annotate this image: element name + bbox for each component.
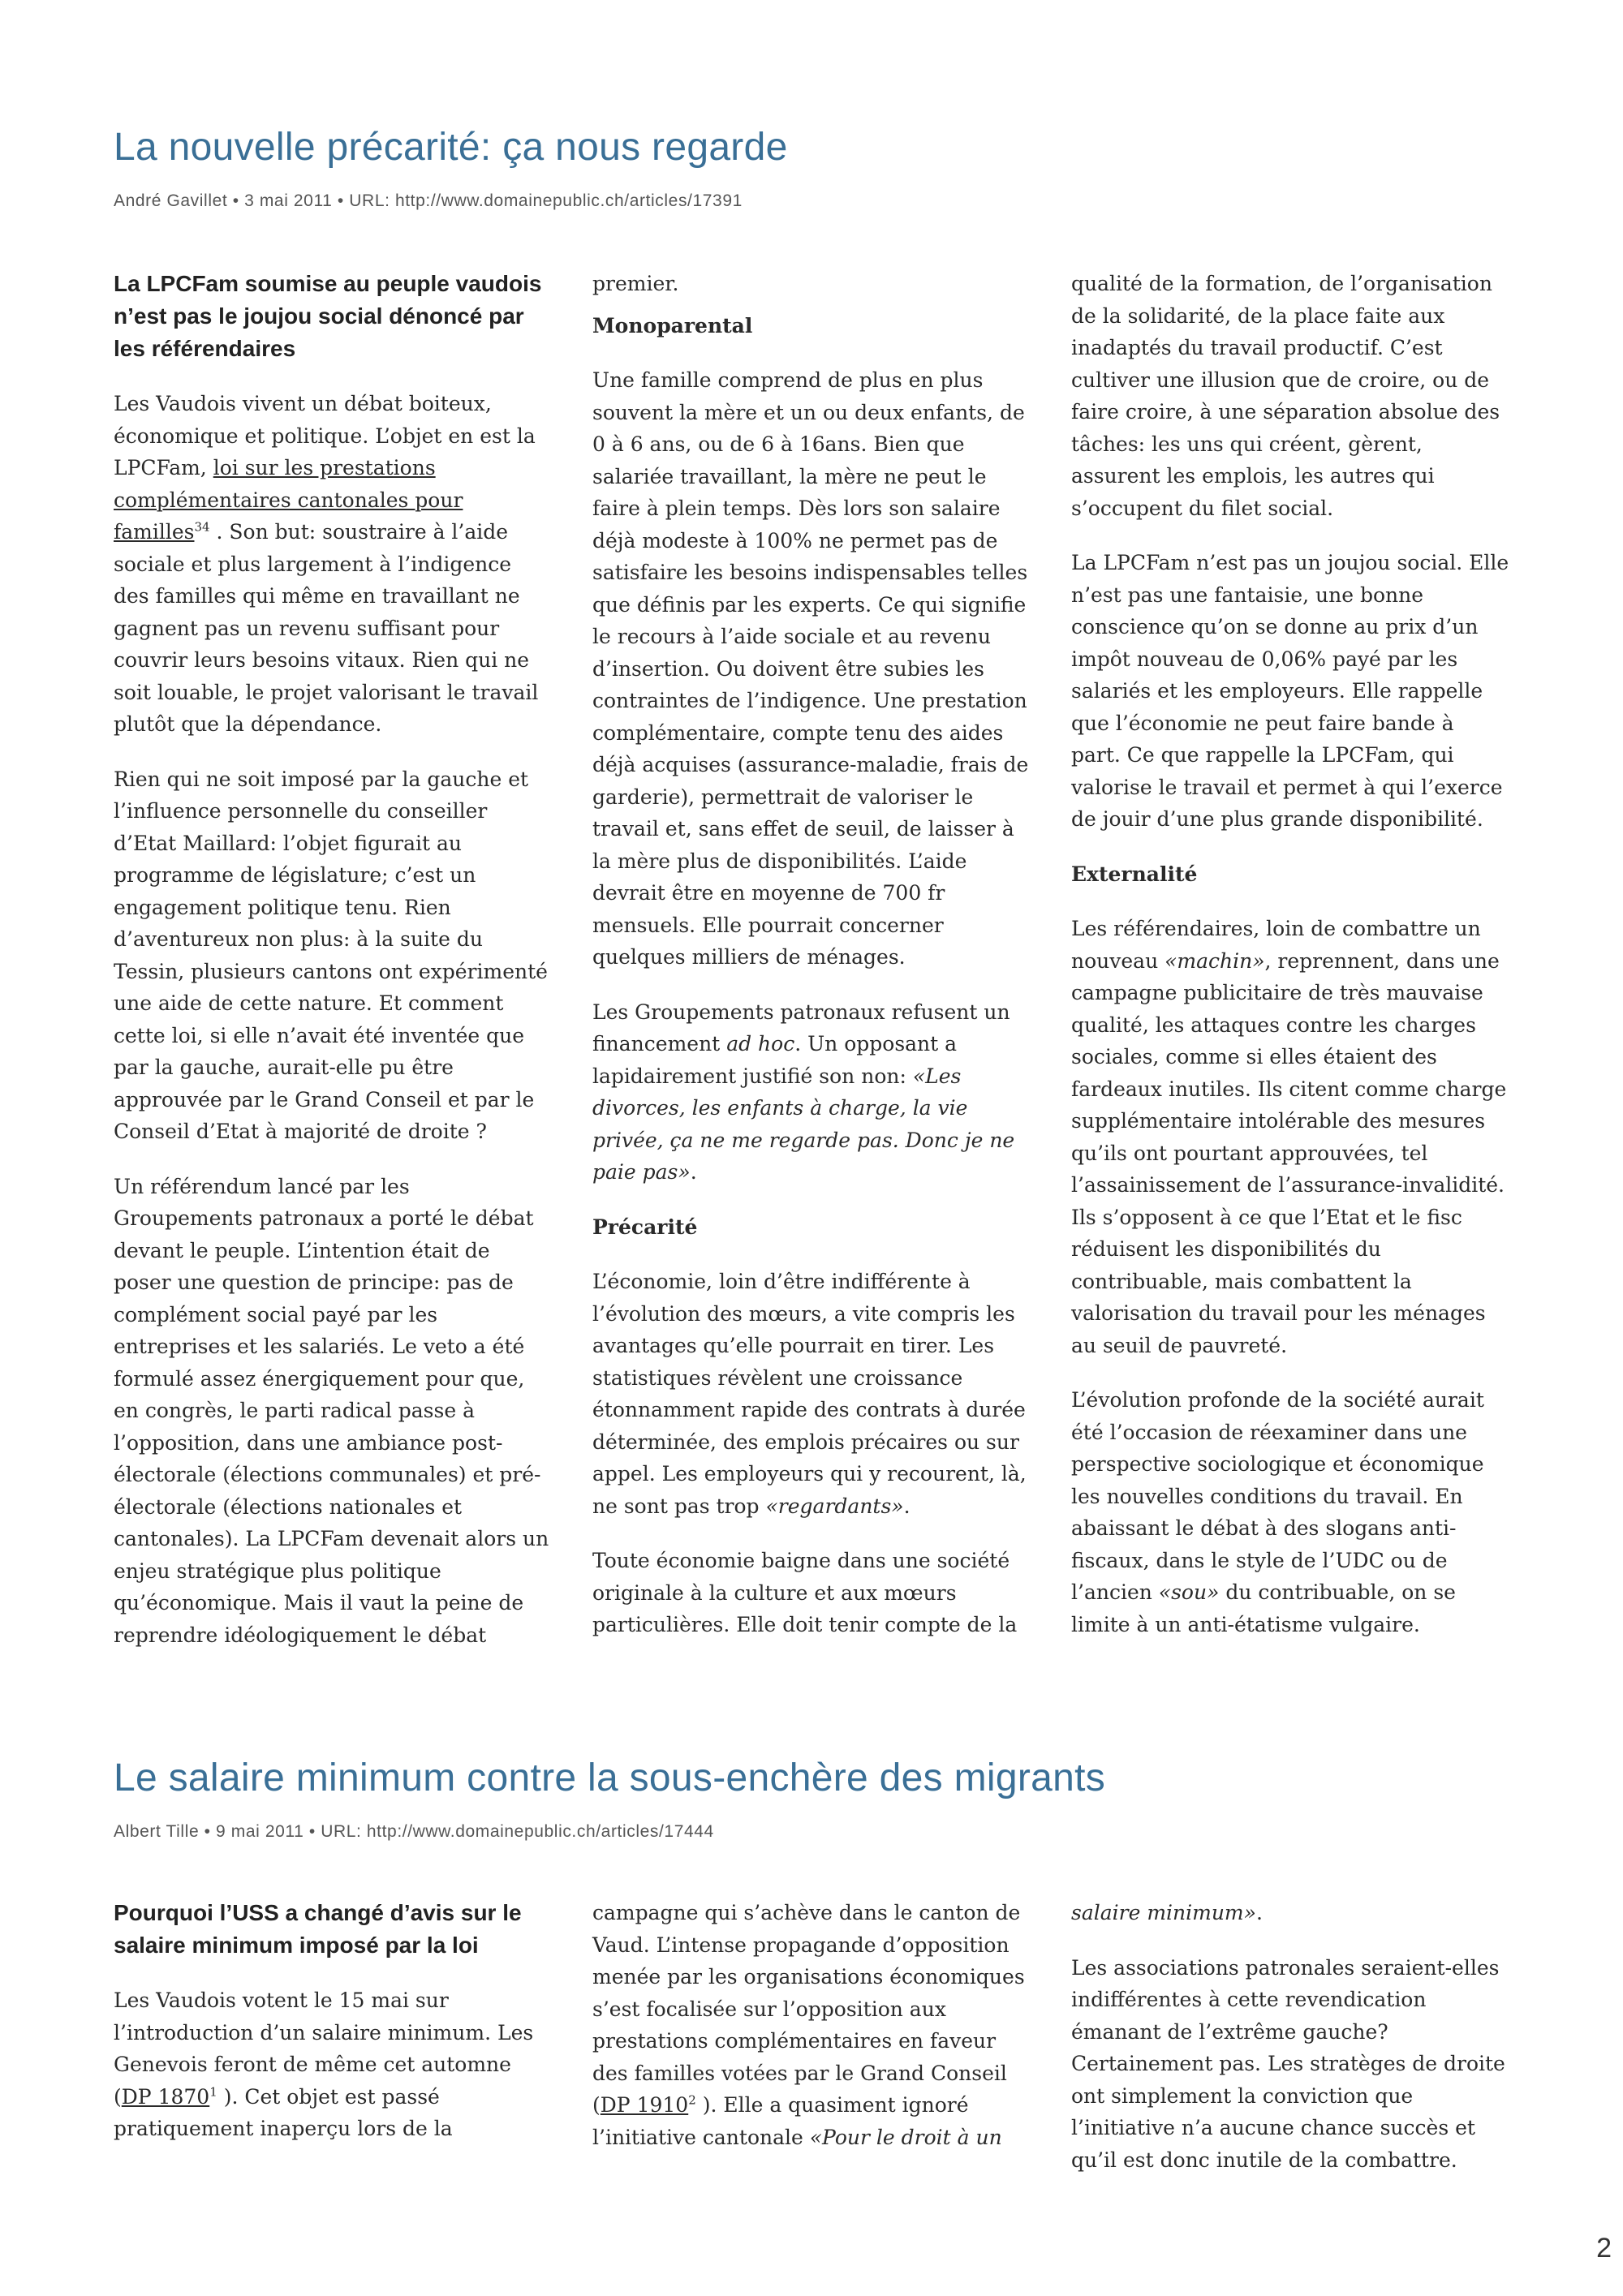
article-lead: La LPCFam soumise au peuple vaudois n’est pas le joujou social dénoncé par les référendaires (114, 271, 542, 361)
article-2 (114, 1752, 1509, 2172)
paragraph: La LPCFam n’est pas un joujou social. Elle n’est pas une fantaisie, une bonne conscience qu’on se donne au prix d’un impôt nouveau de 0,06% payé par les salariés et les employeurs. Elle rappelle que l’économie ne peut faire bande à part. Ce que rappelle la LPCFam, qui valorise le travail et permet à qui l’exerce de jouir d’une plus grande disponibilité. (1071, 551, 1509, 831)
article-title: La nouvelle précarité: ça nous regarde (114, 126, 788, 169)
paragraph: Les Vaudois votent le 15 mai sur l’introduction d’un salaire minimum. Les Genevois feront de même cet automne (DP 1870$^1$ ). Cet objet est passé pratiquement inaperçu lors de la (114, 1989, 534, 2140)
subheading: Monoparental (592, 313, 753, 338)
article-byline: André Gavillet • 3 mai 2011 • URL: http://www.domainepublic.ch/articles/17391 (114, 191, 743, 210)
footnote-ref[interactable]: 34 (194, 519, 210, 535)
article-lead: Pourquoi l’USS a changé d’avis sur le salaire minimum imposé par la loi (114, 1900, 522, 1958)
paragraph: Les associations patronales seraient-elles indifférentes à cette revendication émanant de l’extrême gauche? Certainement pas. Les stratèges de droite ont simplement la conviction que l’initiative n’a aucune chance succès et qu’il est donc inutile de la combattre. (1071, 1955, 1505, 2172)
paragraph: Les référendaires, loin de combattre un nouveau «machin», reprennent, dans une campagne publicitaire de très mauvaise qualité, les attaques contre les charges sociales, comme si elles étaient des fardeaux inutiles. Ils citent comme charge supplémentaire intolérable des mesures qu’ils ont pourtant approuvées, tel l’assainissement de l’assurance-invalidité. Ils s’opposent à ce que l’Etat et le fisc réduisent les disponibilités du contribuable, mais combattent la valorisation du travail pour les ménages au seuil de pauvreté. (1071, 917, 1507, 1357)
paragraph: premier. (592, 272, 679, 295)
paragraph: Les Groupements patronaux refusent un financement ad hoc. Un opposant a lapidairement justifié son non: «Les divorces, les enfants à charge, la vie privée, ça ne me regarde pas. Donc je ne paie pas». (592, 1000, 1015, 1184)
footnote-ref[interactable]: 2 (688, 2092, 696, 2108)
paragraph: salaire minimum». (1071, 1901, 1263, 1924)
dp-link[interactable]: DP 1910 (600, 2093, 689, 2117)
law-link[interactable]: loi sur les prestations complémentaires cantonales pour familles (114, 456, 463, 544)
paragraph: L’économie, loin d’être indifférente à l’évolution des mœurs, a vite compris les avantages qu’elle pourrait en tirer. Les statistiques révèlent une croissance étonnamment rapide des contrats à durée déterminée, des emplois précaires ou sur appel. Les employeurs qui y recourent, là, ne sont pas trop «regardants». (592, 1270, 1027, 1518)
column-3 (1071, 1897, 1509, 2199)
footnote-ref[interactable]: 1 (209, 2084, 217, 2100)
paragraph: L’évolution profonde de la société aurait été l’occasion de réexaminer dans une perspective sociologique et économique les nouvelles conditions du travail. En abaissant le débat à des slogans anti-fiscaux, dans le style de l’UDC ou de l’ancien «sou» du contribuable, on se limite à un anti-étatisme vulgaire. (1071, 1388, 1484, 1636)
paragraph: qualité de la formation, de l’organisation de la solidarité, de la place faite aux inadaptés du travail productif. C’est cultiver une illusion que de croire, ou de faire croire, à une séparation absolue des tâches: les uns qui créent, gèrent, assurent les emplois, les autres qui s’occupent du filet social. (1071, 272, 1500, 520)
subheading: Externalité (1071, 862, 1198, 886)
article-title: Le salaire minimum contre la sous-enchère des migrants (114, 1756, 1106, 1799)
column-1 (114, 268, 552, 1674)
paragraph: Une famille comprend de plus en plus souvent la mère et un ou deux enfants, de 0 à 6 ans, ou de 6 à 16ans. Bien que salariée travaillant, la mère ne peut le faire à plein temps. Dès lors son salaire déjà modeste à 100% ne permet pas de satisfaire les besoins indispensables telles que définis par les experts. Ce qui signifie le recours à l’aide sociale et au revenu d’insertion. Ou doivent être subies les contraintes de l’indigence. Une prestation complémentaire, compte tenu des aides déjà acquises (assurance-maladie, frais de garderie), permettrait de valoriser le travail et, sans effet de seuil, de laisser à la mère plus de disponibilités. L’aide devrait être en moyenne de 700 fr mensuels. Elle pourrait concerner quelques milliers de ménages. (592, 368, 1029, 969)
page-number: 2 (1596, 2233, 1612, 2264)
paragraph: campagne qui s’achève dans le canton de Vaud. L’intense propagande d’opposition menée par les organisations économiques s’est focalisée sur l’opposition aux prestations complémentaires en faveur des familles votées par le Grand Conseil (DP 1910$^2$ ). Elle a quasiment ignoré l’initiative cantonale «Pour le droit à un (592, 1901, 1025, 2149)
column-2 (592, 268, 1031, 1664)
subheading: Précarité (592, 1215, 698, 1239)
paragraph: Un référendum lancé par les Groupements patronaux a porté le débat devant le peuple. L’intention était de poser une question de principe: pas de complément social payé par les entreprises et les salariés. Le veto a été formulé assez énergiquement pour que, en congrès, le parti radical passe à l’opposition, dans une ambiance post-électorale (élections communales) et pré-électorale (élections nationales et cantonales). La LPCFam devenait alors un enjeu stratégique plus politique qu’économique. Mais il vaut la peine de reprendre idéologiquement le débat (114, 1174, 549, 1647)
paragraph: Toute économie baigne dans une société originale à la culture et aux mœurs particulières. Elle doit tenir compte de la (592, 1549, 1018, 1636)
column-1 (114, 1897, 552, 2168)
column-2 (592, 1897, 1031, 2176)
dp-link[interactable]: DP 1870 (121, 2084, 210, 2109)
paragraph: Les Vaudois vivent un débat boiteux, économique et politique. L’objet en est la LPCFam, loi sur les prestations complémentaires cantonales pour familles$^{34}$ . Son but: soustraire à l’aide sociale et plus largement à l’indigence des familles qui même en travaillant ne gagnent pas un revenu suffisant pour couvrir leurs besoins vitaux. Rien qui ne soit louable, le projet valorisant le travail plutôt que la dépendance. (114, 392, 539, 736)
article-1 (114, 122, 1509, 1647)
column-3 (1071, 268, 1509, 1663)
article-byline: Albert Tille • 9 mai 2011 • URL: http://www.domainepublic.ch/articles/17444 (114, 1822, 714, 1841)
paragraph: Rien qui ne soit imposé par la gauche et l’influence personnelle du conseiller d’Etat Maillard: l’objet figurait au programme de législature; c’est un engagement politique tenu. Rien d’aventureux non plus: à la suite du Tessin, plusieurs cantons ont expérimenté une aide de cette nature. Et comment cette loi, si elle n’avait été inventée que par la gauche, aurait-elle pu être approuvée par le Grand Conseil et par le Conseil d’Etat à majorité de droite ? (114, 767, 548, 1143)
